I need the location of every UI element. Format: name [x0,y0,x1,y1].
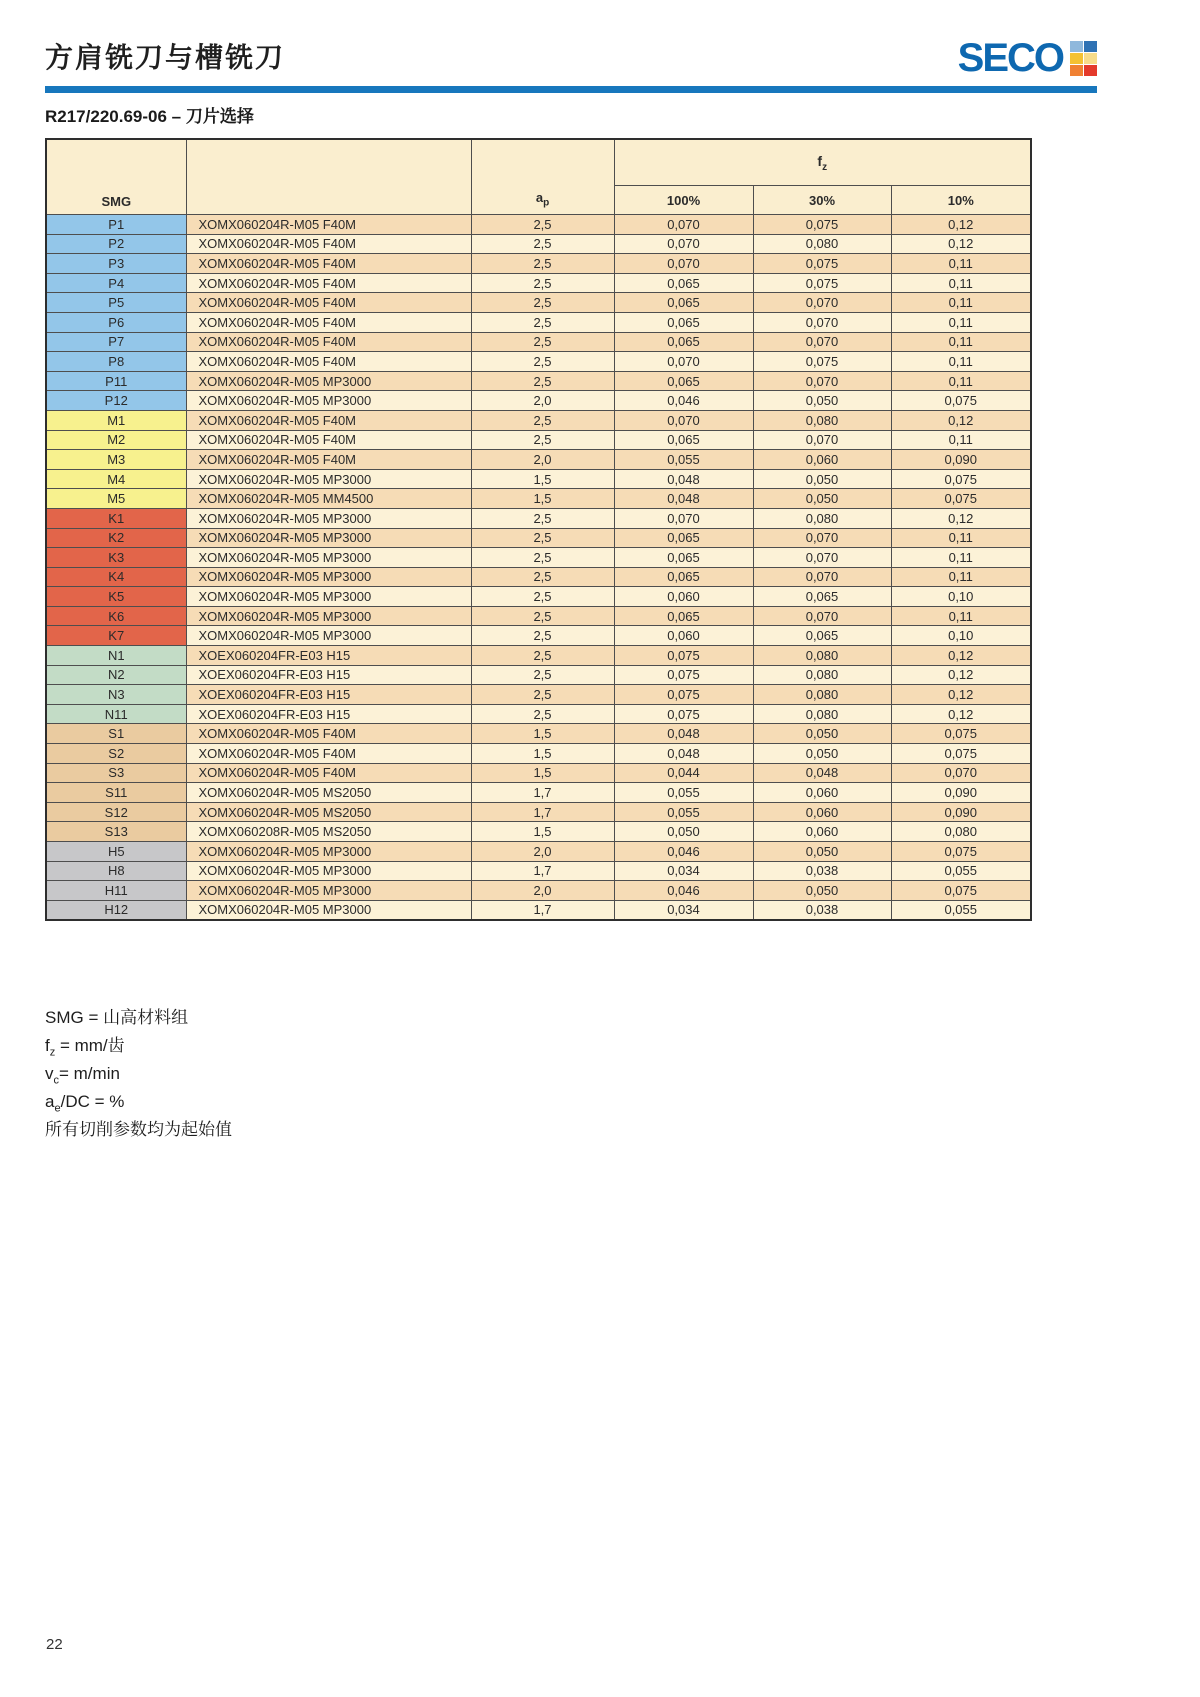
logo-mark-cell [1070,65,1083,76]
fz10-cell: 0,090 [891,802,1031,822]
smg-cell: M3 [46,450,186,470]
fz30-cell: 0,048 [753,763,891,783]
smg-cell: M5 [46,489,186,509]
fz100-cell: 0,034 [614,861,753,881]
table-row [46,744,1031,764]
table-header [46,139,1031,215]
smg-cell: M2 [46,430,186,450]
ap-cell: 1,5 [471,763,614,783]
ap-cell: 2,5 [471,352,614,372]
fz30-cell: 0,070 [753,332,891,352]
fz30-cell: 0,070 [753,528,891,548]
fz30-cell: 0,080 [753,234,891,254]
fz30-cell: 0,080 [753,665,891,685]
ap-cell: 2,5 [471,548,614,568]
fz100-cell: 0,065 [614,567,753,587]
table-row [46,783,1031,803]
fz30-cell: 0,080 [753,646,891,666]
fz10-cell: 0,12 [891,665,1031,685]
smg-cell: K5 [46,587,186,607]
fz30-cell: 0,060 [753,802,891,822]
table-row [46,410,1031,430]
smg-cell: S1 [46,724,186,744]
table-row [46,489,1031,509]
ap-cell: 2,5 [471,646,614,666]
note-fz-base: f [45,1036,50,1055]
fz100-cell: 0,065 [614,371,753,391]
insert-cell: XOMX060204R-M05 MP3000 [186,371,471,391]
seco-logo-text: SECO [957,36,1063,80]
fz100-cell: 0,060 [614,626,753,646]
fz30-cell: 0,038 [753,900,891,920]
insert-cell: XOMX060204R-M05 F40M [186,254,471,274]
table-row [46,704,1031,724]
note-ae [45,1088,232,1116]
insert-cell: XOMX060204R-M05 F40M [186,273,471,293]
logo-mark-cell [1070,53,1083,64]
logo-mark-cell [1084,65,1097,76]
insert-cell: XOMX060204R-M05 MP3000 [186,626,471,646]
table-row [46,567,1031,587]
seco-logo-mark-icon [1070,41,1097,76]
fz10-cell: 0,11 [891,254,1031,274]
fz30-cell: 0,050 [753,469,891,489]
fz10-cell: 0,075 [891,391,1031,411]
smg-cell: P8 [46,352,186,372]
insert-cell: XOMX060204R-M05 MP3000 [186,900,471,920]
fz100-cell: 0,046 [614,842,753,862]
fz30-cell: 0,050 [753,724,891,744]
fz100-cell: 0,075 [614,685,753,705]
note-fz-rest: = mm/齿 [55,1036,125,1055]
insert-cell: XOMX060204R-M05 MP3000 [186,567,471,587]
insert-cell: XOMX060204R-M05 F40M [186,763,471,783]
insert-cell: XOEX060204FR-E03 H15 [186,704,471,724]
fz30-cell: 0,050 [753,842,891,862]
ap-cell: 1,5 [471,822,614,842]
insert-cell: XOMX060204R-M05 F40M [186,234,471,254]
fz100-cell: 0,070 [614,352,753,372]
insert-cell: XOMX060204R-M05 MP3000 [186,469,471,489]
smg-cell: S13 [46,822,186,842]
insert-cell: XOMX060204R-M05 MP3000 [186,606,471,626]
insert-cell: XOMX060204R-M05 F40M [186,352,471,372]
fz10-cell: 0,075 [891,489,1031,509]
smg-cell: K3 [46,548,186,568]
table-row [46,450,1031,470]
fz100-cell: 0,070 [614,254,753,274]
table-row [46,528,1031,548]
smg-cell: P1 [46,215,186,235]
fz100-cell: 0,050 [614,822,753,842]
fz30-cell: 0,070 [753,293,891,313]
fz10-cell: 0,10 [891,587,1031,607]
smg-cell: K7 [46,626,186,646]
insert-cell: XOMX060204R-M05 MP3000 [186,548,471,568]
fz100-cell: 0,075 [614,704,753,724]
table-row [46,665,1031,685]
smg-cell: K1 [46,508,186,528]
logo-mark-cell [1070,41,1083,52]
fz10-cell: 0,090 [891,450,1031,470]
smg-cell: S2 [46,744,186,764]
insert-cell: XOMX060204R-M05 F40M [186,744,471,764]
ap-cell: 2,5 [471,254,614,274]
fz100-cell: 0,046 [614,881,753,901]
insert-cell: XOMX060204R-M05 F40M [186,332,471,352]
fz100-cell: 0,048 [614,469,753,489]
fz100-cell: 0,070 [614,234,753,254]
insert-cell: XOMX060204R-M05 MM4500 [186,489,471,509]
smg-cell: P2 [46,234,186,254]
ap-cell: 1,7 [471,802,614,822]
smg-cell: S12 [46,802,186,822]
page-title: 方肩铣刀与槽铣刀 [45,42,286,73]
fz10-cell: 0,055 [891,861,1031,881]
insert-cell: XOMX060204R-M05 F40M [186,312,471,332]
table-row [46,254,1031,274]
ap-cell: 2,5 [471,215,614,235]
smg-cell: H5 [46,842,186,862]
ap-cell: 2,5 [471,606,614,626]
ap-cell: 2,5 [471,234,614,254]
ap-cell: 1,7 [471,861,614,881]
insert-cell: XOMX060204R-M05 F40M [186,430,471,450]
fz100-cell: 0,065 [614,548,753,568]
table-row [46,548,1031,568]
fz10-cell: 0,075 [891,744,1031,764]
fz100-cell: 0,065 [614,293,753,313]
insert-cell: XOMX060204R-M05 F40M [186,293,471,313]
table-row [46,900,1031,920]
col-header-ap [471,139,614,215]
fz100-cell: 0,070 [614,410,753,430]
fz10-cell: 0,11 [891,528,1031,548]
fz30-cell: 0,065 [753,587,891,607]
insert-selection-table [45,138,1032,921]
insert-cell: XOMX060204R-M05 MP3000 [186,528,471,548]
smg-cell: P12 [46,391,186,411]
table-row [46,842,1031,862]
fz30-cell: 0,075 [753,273,891,293]
fz10-cell: 0,080 [891,822,1031,842]
fz10-cell: 0,055 [891,900,1031,920]
table-row [46,391,1031,411]
fz30-cell: 0,050 [753,744,891,764]
table-row [46,881,1031,901]
fz30-cell: 0,060 [753,822,891,842]
fz30-cell: 0,080 [753,410,891,430]
fz100-cell: 0,065 [614,430,753,450]
insert-cell: XOMX060204R-M05 MP3000 [186,881,471,901]
table-row [46,273,1031,293]
ap-cell: 2,5 [471,273,614,293]
fz30-cell: 0,060 [753,783,891,803]
smg-cell: S11 [46,783,186,803]
note-vc-subscript: c [53,1074,59,1087]
smg-cell: N2 [46,665,186,685]
fz10-cell: 0,075 [891,724,1031,744]
ap-cell: 1,7 [471,783,614,803]
ap-cell: 2,5 [471,528,614,548]
table-row [46,587,1031,607]
fz30-cell: 0,065 [753,626,891,646]
ap-cell: 2,0 [471,842,614,862]
col-header-fz-100: 100% [614,186,753,215]
table-row [46,469,1031,489]
note-fz-subscript: z [49,1046,56,1059]
fz10-cell: 0,075 [891,469,1031,489]
fz30-cell: 0,075 [753,215,891,235]
ap-cell: 2,5 [471,626,614,646]
smg-cell: K6 [46,606,186,626]
smg-cell: H8 [46,861,186,881]
fz100-cell: 0,048 [614,744,753,764]
smg-cell: N11 [46,704,186,724]
fz10-cell: 0,12 [891,234,1031,254]
fz10-cell: 0,11 [891,312,1031,332]
table-body [46,215,1031,920]
fz30-cell: 0,070 [753,312,891,332]
ap-cell: 2,5 [471,685,614,705]
note-vc [45,1060,232,1088]
ap-cell: 2,5 [471,332,614,352]
fz100-cell: 0,065 [614,332,753,352]
col-header-fz [614,139,1031,186]
insert-cell: XOMX060208R-M05 MS2050 [186,822,471,842]
table-row [46,508,1031,528]
fz100-cell: 0,075 [614,646,753,666]
fz10-cell: 0,11 [891,273,1031,293]
col-header-fz-10: 10% [891,186,1031,215]
col-header-fz-30: 30% [753,186,891,215]
fz-label: f [817,152,823,169]
fz10-cell: 0,11 [891,332,1031,352]
fz100-cell: 0,044 [614,763,753,783]
fz30-cell: 0,080 [753,685,891,705]
insert-cell: XOMX060204R-M05 F40M [186,410,471,430]
fz30-cell: 0,038 [753,861,891,881]
ap-cell: 2,5 [471,293,614,313]
fz30-cell: 0,070 [753,606,891,626]
insert-cell: XOEX060204FR-E03 H15 [186,685,471,705]
ap-subscript: p [543,198,550,209]
fz100-cell: 0,048 [614,489,753,509]
fz100-cell: 0,046 [614,391,753,411]
fz10-cell: 0,075 [891,842,1031,862]
insert-cell: XOMX060204R-M05 F40M [186,215,471,235]
table-row [46,371,1031,391]
smg-cell: M1 [46,410,186,430]
fz100-cell: 0,055 [614,802,753,822]
ap-cell: 2,5 [471,508,614,528]
smg-cell: H12 [46,900,186,920]
table-row [46,215,1031,235]
ap-cell: 1,5 [471,489,614,509]
ap-cell: 2,0 [471,391,614,411]
insert-cell: XOMX060204R-M05 MP3000 [186,508,471,528]
col-header-smg: SMG [46,139,186,215]
ap-cell: 2,5 [471,410,614,430]
fz10-cell: 0,11 [891,606,1031,626]
ap-cell: 2,5 [471,587,614,607]
fz10-cell: 0,11 [891,567,1031,587]
ap-label: a [535,190,544,206]
insert-cell: XOMX060204R-M05 MP3000 [186,842,471,862]
table-row [46,606,1031,626]
fz100-cell: 0,070 [614,508,753,528]
note-start-values: 所有切削参数均为起始值 [45,1120,232,1139]
fz100-cell: 0,065 [614,528,753,548]
fz30-cell: 0,050 [753,881,891,901]
fz10-cell: 0,12 [891,685,1031,705]
ap-cell: 1,5 [471,744,614,764]
fz10-cell: 0,11 [891,352,1031,372]
table-row [46,352,1031,372]
fz-subscript: z [822,161,828,173]
fz100-cell: 0,055 [614,783,753,803]
note-fz [45,1032,232,1060]
insert-cell: XOEX060204FR-E03 H15 [186,665,471,685]
table-row [46,685,1031,705]
table-row [46,332,1031,352]
fz10-cell: 0,11 [891,371,1031,391]
fz30-cell: 0,070 [753,567,891,587]
logo-mark-cell [1084,53,1097,64]
fz10-cell: 0,10 [891,626,1031,646]
insert-cell: XOMX060204R-M05 MP3000 [186,587,471,607]
table-row [46,646,1031,666]
fz30-cell: 0,070 [753,371,891,391]
note-ae-rest: /DC = % [60,1092,125,1111]
fz10-cell: 0,090 [891,783,1031,803]
fz30-cell: 0,060 [753,450,891,470]
fz30-cell: 0,075 [753,352,891,372]
fz100-cell: 0,034 [614,900,753,920]
ap-cell: 2,5 [471,371,614,391]
fz10-cell: 0,11 [891,548,1031,568]
insert-cell: XOMX060204R-M05 MP3000 [186,391,471,411]
fz10-cell: 0,12 [891,646,1031,666]
smg-cell: K4 [46,567,186,587]
fz10-cell: 0,11 [891,293,1031,313]
insert-cell: XOMX060204R-M05 F40M [186,450,471,470]
fz10-cell: 0,070 [891,763,1031,783]
header-rule [45,86,1097,93]
ap-cell: 2,0 [471,881,614,901]
insert-cell: XOMX060204R-M05 MP3000 [186,861,471,881]
fz100-cell: 0,070 [614,215,753,235]
fz100-cell: 0,065 [614,312,753,332]
smg-cell: P11 [46,371,186,391]
smg-cell: P6 [46,312,186,332]
ap-cell: 2,5 [471,665,614,685]
smg-cell: K2 [46,528,186,548]
fz30-cell: 0,050 [753,391,891,411]
table-row [46,802,1031,822]
fz100-cell: 0,065 [614,273,753,293]
ap-cell: 2,0 [471,450,614,470]
fz100-cell: 0,055 [614,450,753,470]
smg-cell: H11 [46,881,186,901]
ap-cell: 2,5 [471,704,614,724]
ap-cell: 1,5 [471,724,614,744]
smg-cell: P7 [46,332,186,352]
col-header-insert [186,139,471,215]
note-vc-rest: = m/min [59,1064,120,1083]
insert-cell: XOMX060204R-M05 F40M [186,724,471,744]
footnotes [45,1004,232,1144]
note-ae-base: a [45,1092,55,1111]
fz10-cell: 0,12 [891,410,1031,430]
page-number: 22 [46,1636,63,1653]
table-row [46,822,1031,842]
table-row [46,234,1031,254]
ap-cell: 2,5 [471,567,614,587]
table-row [46,293,1031,313]
note-vc-base: v [45,1064,54,1083]
smg-cell: M4 [46,469,186,489]
table-row [46,312,1031,332]
smg-cell: P4 [46,273,186,293]
insert-cell: XOEX060204FR-E03 H15 [186,646,471,666]
fz100-cell: 0,048 [614,724,753,744]
fz30-cell: 0,070 [753,548,891,568]
fz100-cell: 0,075 [614,665,753,685]
fz10-cell: 0,12 [891,704,1031,724]
logo-mark-cell [1084,41,1097,52]
section-title: R217/220.69-06 – 刀片选择 [45,107,254,126]
insert-cell: XOMX060204R-M05 MS2050 [186,802,471,822]
fz100-cell: 0,065 [614,606,753,626]
fz30-cell: 0,070 [753,430,891,450]
smg-cell: P3 [46,254,186,274]
note-ae-subscript: e [54,1102,61,1115]
table-row [46,861,1031,881]
fz30-cell: 0,075 [753,254,891,274]
ap-cell: 2,5 [471,430,614,450]
smg-cell: S3 [46,763,186,783]
fz10-cell: 0,11 [891,430,1031,450]
smg-cell: N1 [46,646,186,666]
table-row [46,626,1031,646]
smg-cell: P5 [46,293,186,313]
fz100-cell: 0,060 [614,587,753,607]
ap-cell: 2,5 [471,312,614,332]
note-smg: SMG = 山高材料组 [45,1008,189,1027]
fz30-cell: 0,080 [753,704,891,724]
fz10-cell: 0,12 [891,508,1031,528]
fz30-cell: 0,050 [753,489,891,509]
ap-cell: 1,5 [471,469,614,489]
ap-cell: 1,7 [471,900,614,920]
fz10-cell: 0,12 [891,215,1031,235]
insert-cell: XOMX060204R-M05 MS2050 [186,783,471,803]
smg-cell: N3 [46,685,186,705]
table-row [46,430,1031,450]
fz10-cell: 0,075 [891,881,1031,901]
table-row [46,724,1031,744]
fz30-cell: 0,080 [753,508,891,528]
seco-logo [958,38,1097,78]
table-row [46,763,1031,783]
